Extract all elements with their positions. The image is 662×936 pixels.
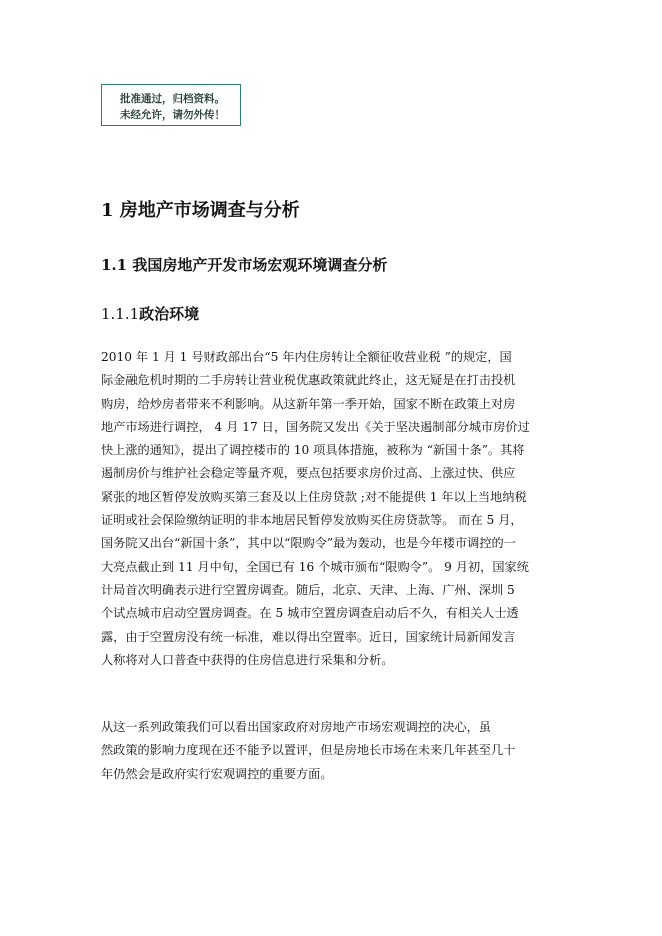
paragraph-line: 际金融危机时期的二手房转让营业税优惠政策就此终止，这无疑是在打击投机	[101, 373, 516, 388]
stamp-line-1: 批准通过，归档资料。	[120, 93, 225, 105]
paragraph-line: 国务院又出台“新国十条”，其中以“限购令”最为轰动，也是今年楼市调控的一	[101, 536, 516, 551]
paragraph-line: 大亮点截止到 11 月中旬，全国已有 16 个城市颁布“限购令”。 9 月初，国家统	[101, 559, 529, 574]
paragraph-line: 2010 年 1 月 1 号财政部出台“5 年内住房转让全额征收营业税 ”的规定，国	[101, 350, 512, 364]
paragraph-line: 然政策的影响力度现在还不能予以置评，但是房地长市场在未来几年甚至几十	[101, 743, 516, 758]
paragraph-line: 购房，给炒房者带来不利影响。从这新年第一季开始，国家不断在政策上对房	[101, 396, 516, 411]
paragraph-line: 露，由于空置房没有统一标准，难以得出空置率。近日，国家统计局新闻发言	[101, 629, 516, 644]
subsection-number: 1.1.1	[101, 305, 140, 323]
approval-stamp	[101, 84, 241, 126]
chapter-heading: 1 房地产市场调查与分析	[101, 200, 300, 221]
subsection-heading	[101, 303, 199, 324]
paragraph-line: 证明或社会保险缴纳证明的非本地居民暂停发放购买住房贷款等。 而在 5 月，	[101, 513, 523, 528]
paragraph-conclusion	[101, 716, 561, 786]
paragraph-line: 从这一系列政策我们可以看出国家政府对房地产市场宏观调控的决心，虽	[101, 720, 491, 734]
paragraph-line: 年仍然会是政府实行宏观调控的重要方面。	[101, 766, 333, 781]
paragraph-politics	[101, 346, 561, 672]
paragraph-line: 遏制房价与维护社会稳定等量齐观，要点包括要求房价过高、上涨过快、供应	[101, 466, 516, 481]
paragraph-line: 个试点城市启动空置房调查。在 5 城市空置房调查启动后不久，有相关人士透	[101, 606, 519, 621]
paragraph-line: 快上涨的通知》，提出了调控楼市的 10 项具体措施，被称为 “新国十条”。其将	[101, 443, 525, 458]
subsection-title: 政治环境	[139, 305, 200, 323]
section-heading: 1.1 我国房地产开发市场宏观环境调查分析	[101, 256, 388, 274]
paragraph-line: 紧张的地区暂停发放购买第三套及以上住房贷款 ;对不能提供 1 年以上当地纳税	[101, 489, 527, 504]
stamp-line-2: 未经允许，请勿外传！	[120, 109, 225, 121]
paragraph-line: 地产市场进行调控， 4 月 17 日，国务院又发出《关于坚决遏制部分城市房价过	[101, 419, 530, 434]
paragraph-line: 计局首次明确表示进行空置房调查。随后，北京、天津、上海、广州、深圳 5	[101, 582, 515, 597]
paragraph-line: 人称将对人口普查中获得的住房信息进行采集和分析。	[101, 652, 394, 667]
